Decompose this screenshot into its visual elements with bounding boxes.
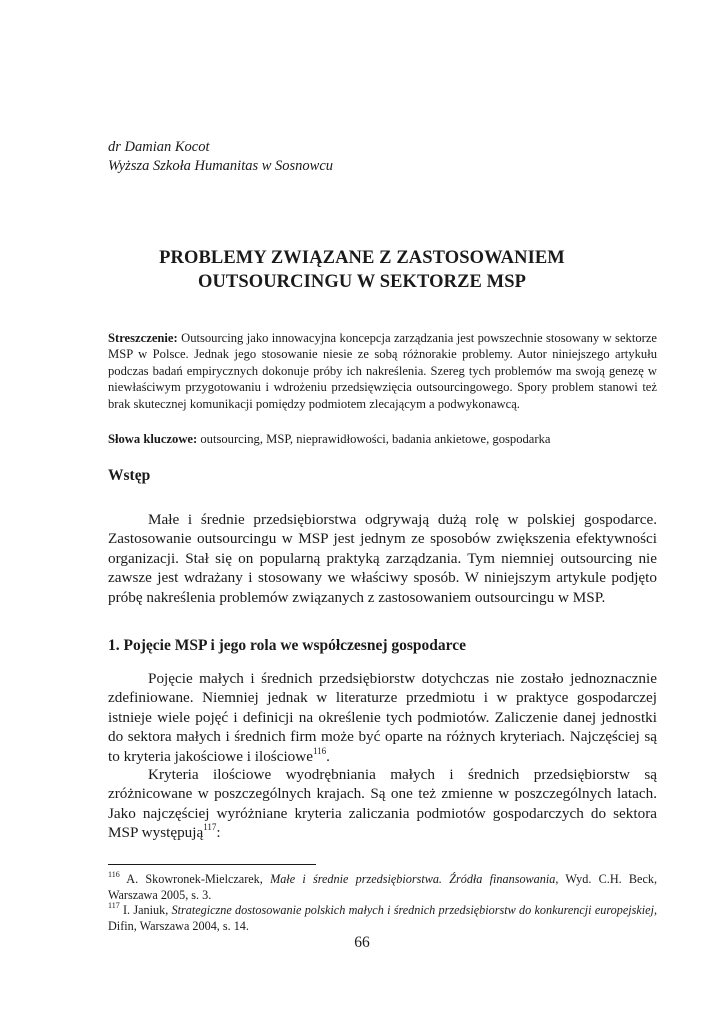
intro-paragraph-text: Małe i średnie przedsiębiorstwa odgrywają dużą rolę w polskiej gospodarce. Zastosowanie outsourcingu w MSP jest jednym ze sposobów zwiększenia efektywności organizacji. Stał się on popularną praktyką zarządzania. Tym niemniej outsourcing nie zawsze jest wdrażany i stosowany we właściwy sposób. W niniejszym artykule podjęto próbę nakreślenia problemów związanych z zastosowaniem outsourcingu w MSP. <box>108 511 657 606</box>
section-1-paragraph-1 <box>108 669 657 766</box>
section-1-p2-end: : <box>216 824 221 842</box>
keywords-label: Słowa kluczowe: <box>108 432 198 446</box>
section-1-paragraph-2 <box>108 765 657 843</box>
footnote-117 <box>108 900 657 934</box>
title-line-2: OUTSOURCINGU W SEKTORZE MSP <box>197 272 527 292</box>
intro-paragraph <box>108 510 657 607</box>
section-1-p2-text: Kryteria ilościowe wyodrębniania małych i średnich przedsiębiorstw są zróżnicowane w poszczególnych krajach. Są one też zmienne w poszczególnych latach. Jako najczęściej wyróżniane kryteria zaliczania podmiotów gospodarczych do sektora MSP występują <box>108 766 657 842</box>
author-block <box>108 138 333 176</box>
abstract <box>108 330 657 412</box>
abstract-text: Outsourcing jako innowacyjna koncepcja zarządzania jest powszechnie stosowany w sektorze MSP w Polsce. Jednak jego stosowanie niesie ze sobą różnorakie problemy. Autor niniejszego artykułu podczas badań empirycznych dokonuje próby ich nakreślenia. Szereg tych problemów ma swoją genezę w niewłaściwym przygotowaniu i wdrożeniu przedsięwzięcia outsourcingowego. Spory problem stanowi też brak skutecznej komunikacji pomiędzy podmiotem zlecającym a podwykonawcą. <box>108 331 658 411</box>
footnote-rest: , Wyd. C.H. Beck, Warszawa 2005, s. 3. <box>108 872 658 902</box>
author-name: dr Damian Kocot <box>108 139 210 155</box>
section-1-p1-end: . <box>326 747 330 765</box>
page-number: 66 <box>354 934 370 951</box>
article-title <box>100 246 624 294</box>
footnote-work: Strategiczne dostosowanie polskich małych i średnich przedsiębiorstw do konkurencji europejskiej <box>171 903 654 917</box>
footnote-author: I. Janiuk, <box>122 903 169 917</box>
keywords-text: outsourcing, MSP, nieprawidłowości, badania ankietowe, gospodarka <box>200 432 551 446</box>
footnote-ref-116[interactable]: 116 <box>312 745 327 756</box>
abstract-label: Streszczenie: <box>108 331 178 345</box>
footnote-rest: , Difin, Warszawa 2004, s. 14. <box>108 903 657 933</box>
section-1-p1-text: Pojęcie małych i średnich przedsiębiorstw dotychczas nie zostało jednoznacznie zdefiniowane. Niemniej jednak w literaturze przedmiotu i w praktyce gospodarczej istnieje wiele pojęć i definicji na określenie tych podmiotów. Zaliczenie danej jednostki do sektora małych i średnich firm może być oparte na różnych kryteriach. Najczęściej są to kryteria jakościowe i ilościowe <box>108 670 657 765</box>
footnote-116 <box>108 869 658 903</box>
author-affiliation: Wyższa Szkoła Humanitas w Sosnowcu <box>108 158 334 174</box>
footnote-number: 116 <box>108 869 120 879</box>
footnote-author: A. Skowronek-Mielczarek, <box>126 872 263 886</box>
keywords <box>108 431 657 447</box>
footnote-number: 117 <box>108 900 120 910</box>
title-line-1: PROBLEMY ZWIĄZANE Z ZASTOSOWANIEM <box>159 248 565 268</box>
footnote-ref-117[interactable]: 117 <box>203 822 217 833</box>
intro-heading: Wstęp <box>108 467 151 484</box>
section-1-heading: 1. Pojęcie MSP i jego rola we współczesnej gospodarce <box>108 637 467 654</box>
footnote-divider <box>108 864 316 865</box>
footnote-work: Małe i średnie przedsiębiorstwa. Źródła finansowania <box>270 872 556 886</box>
